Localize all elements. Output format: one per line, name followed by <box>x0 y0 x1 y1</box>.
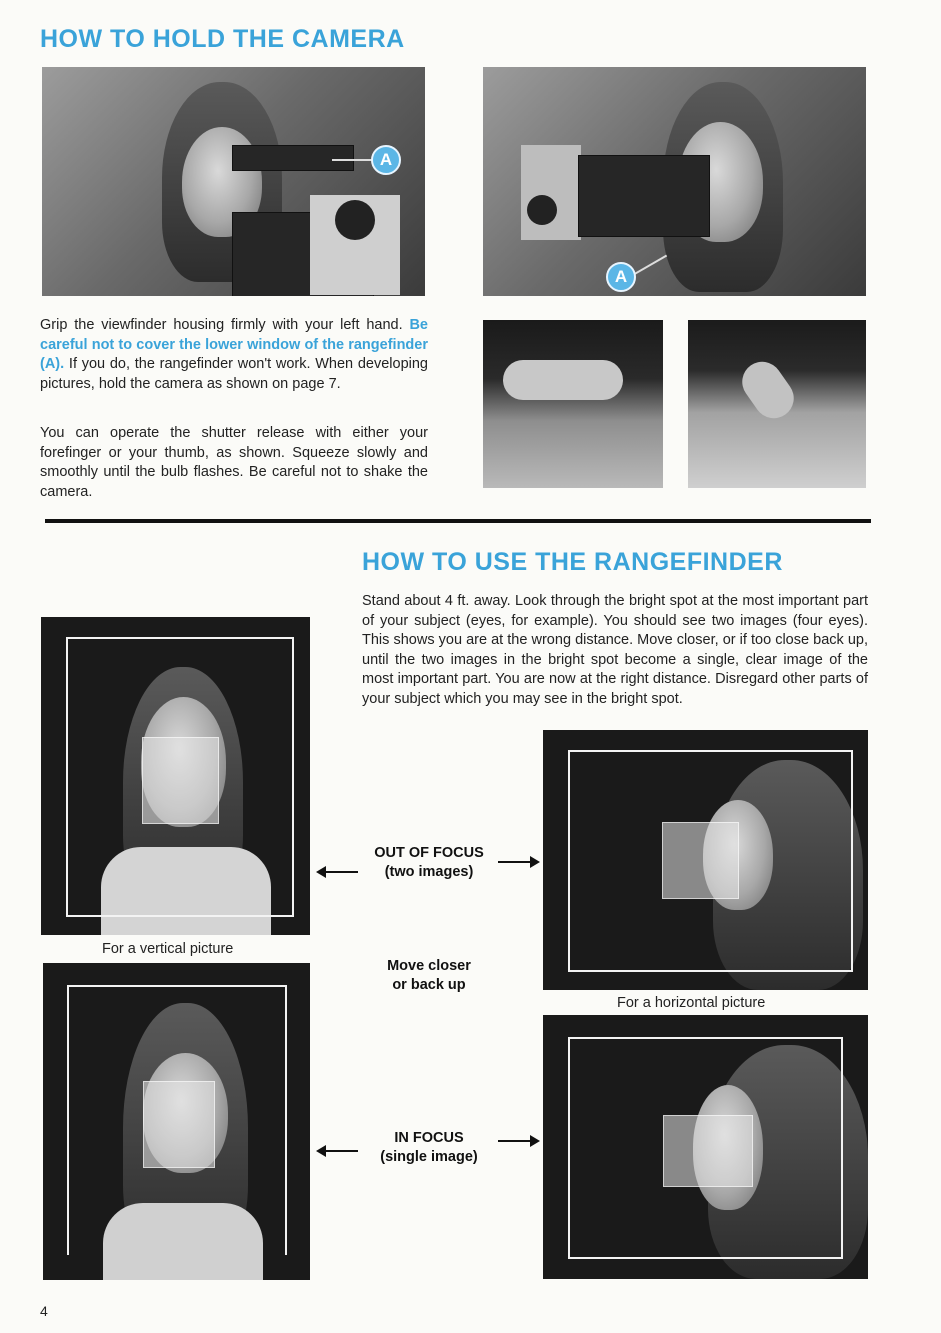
arrow-left-in-focus <box>318 1150 358 1152</box>
rangefinder-paragraph: Stand about 4 ft. away. Look through the bright spot at the most important part of your subject (eyes, for example). You should see two images (four eyes). This shows you are at the wrong distance. Move closer, or if too close back up, until the two images in the bright spot become a single, clear image of the most important part. You are now at the right distance. Disregard other parts of your subject which you may see in the bright spot. <box>362 593 868 707</box>
section-divider <box>45 519 871 523</box>
hold-camera-paragraph-1 <box>40 316 428 394</box>
photo-thumb-release <box>688 320 866 488</box>
arrow-right-out-of-focus <box>498 861 538 863</box>
in-focus-text: IN FOCUS <box>394 1130 464 1146</box>
rangefinder-marker-a: A <box>371 145 401 175</box>
move-closer-text: Move closer <box>387 958 471 974</box>
two-images-text: (two images) <box>384 864 474 880</box>
caption-vertical: For a vertical picture <box>102 941 234 957</box>
label-out-of-focus <box>362 844 496 882</box>
arrow-right-in-focus <box>498 1140 538 1142</box>
hold-camera-paragraph-2: You can operate the shutter release with either your forefinger or your thumb, as shown. Squeeze slowly and smoothly until the bulb flashes. Be careful not to shake the camera. <box>40 425 428 500</box>
para1-warning: Be careful not to cover the lower window of the rangefinder (A). <box>40 317 428 373</box>
photo-holding-camera-left <box>42 67 425 296</box>
photo-forefinger-release <box>483 320 663 488</box>
label-in-focus <box>362 1129 496 1167</box>
single-image-text: (single image) <box>380 1149 478 1165</box>
para1-start: Grip the viewfinder housing firmly with your left hand. <box>40 317 403 333</box>
section-title-hold-camera: HOW TO HOLD THE CAMERA <box>40 25 405 53</box>
viewfinder-vertical-out-of-focus <box>41 617 310 935</box>
photo-holding-camera-right <box>483 67 866 296</box>
page-number: 4 <box>40 1303 48 1319</box>
viewfinder-horizontal-out-of-focus <box>543 730 868 990</box>
caption-horizontal: For a horizontal picture <box>617 995 766 1011</box>
out-of-focus-text: OUT OF FOCUS <box>374 845 484 861</box>
or-back-up-text: or back up <box>392 977 466 993</box>
section-title-rangefinder: HOW TO USE THE RANGEFINDER <box>362 548 783 576</box>
para1-end: If you do, the rangefinder won't work. When developing pictures, hold the camera as shown on page 7. <box>40 356 428 392</box>
label-move-closer <box>362 957 496 995</box>
rangefinder-marker-a-right: A <box>606 262 636 292</box>
viewfinder-horizontal-in-focus <box>543 1015 868 1279</box>
viewfinder-vertical-in-focus <box>43 963 310 1280</box>
arrow-left-out-of-focus <box>318 871 358 873</box>
